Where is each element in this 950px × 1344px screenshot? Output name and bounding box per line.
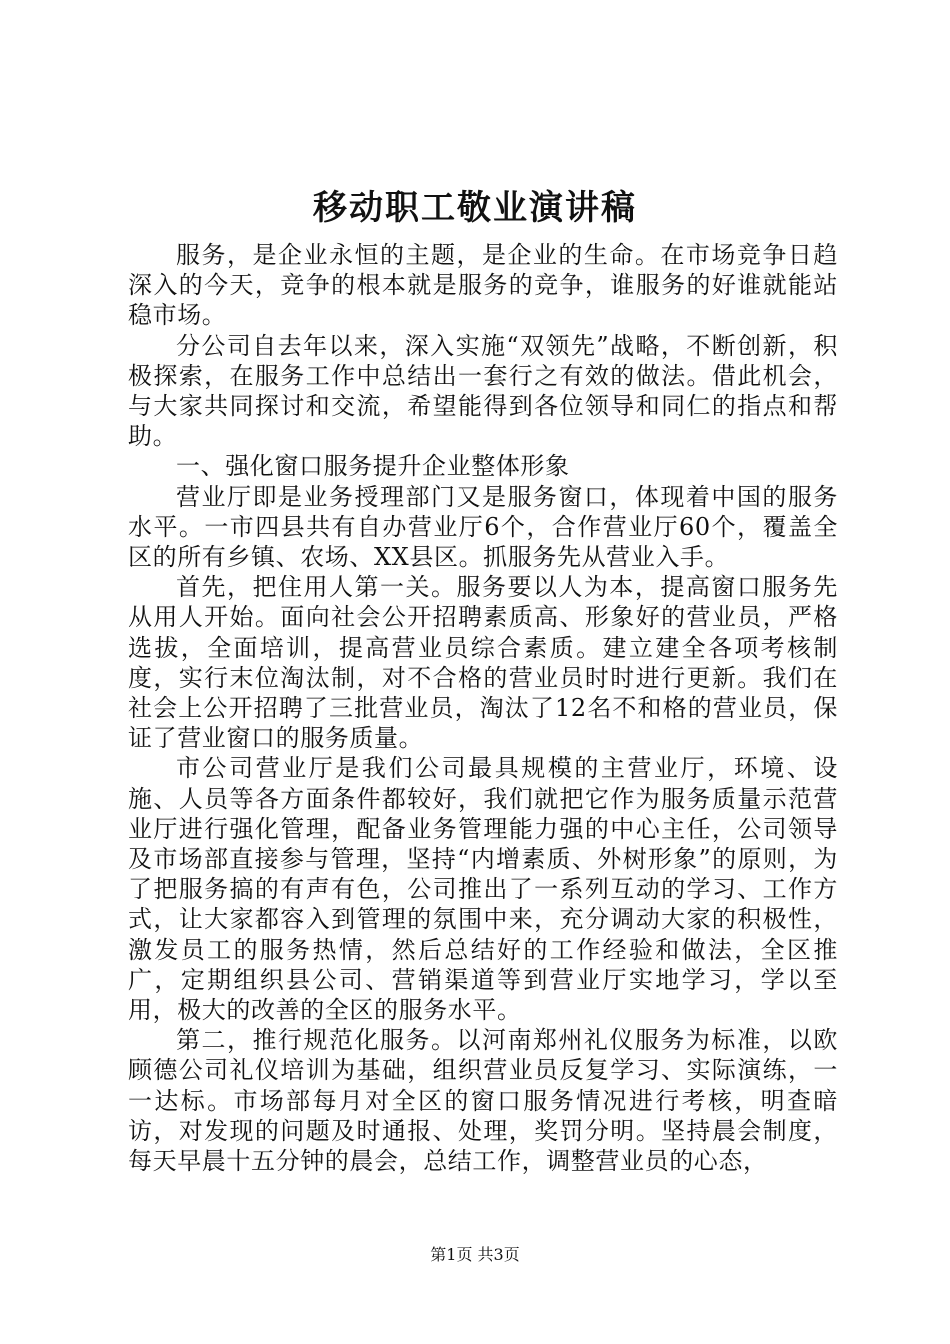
- paragraph-model-hall: 市公司营业厅是我们公司最具规模的主营业厅，环境、设施、人员等各方面条件都较好，我们就把它作为服务质量示范营业厅进行强化管理，配备业务管理能力强的中心主任，公司领导及市场部直接参与管理，坚持“内增素质、外树形象”的原则，为了把服务搞的有声有色，公司推出了一系列互动的学习、工作方式，让大家都容入到管理的氛围中来，充分调动大家的积极性，激发员工的服务热情，然后总结好的工作经验和做法，全区推广，定期组织县公司、营销渠道等到营业厅实地学习，学以至用，极大的改善的全区的服务水平。: [128, 754, 838, 1025]
- paragraph-strategy: 分公司自去年以来，深入实施“双领先”战略，不断创新，积极探索，在服务工作中总结出一套行之有效的做法。借此机会，与大家共同探讨和交流，希望能得到各位领导和同仁的指点和帮助。: [128, 331, 838, 451]
- section-heading: 一、强化窗口服务提升企业整体形象: [176, 452, 570, 481]
- document-body: [128, 240, 838, 1176]
- paragraph-intro: 服务，是企业永恒的主题，是企业的生命。在市场竞争日趋深入的今天，竞争的根本就是服务的竞争，谁服务的好谁就能站稳市场。: [128, 241, 838, 330]
- paragraph-business-hall: 营业厅即是业务授理部门又是服务窗口，体现着中国的服务水平。一市四县共有自办营业厅6个，合作营业厅60个，覆盖全区的所有乡镇、农场、XX县区。抓服务先从营业入手。: [128, 482, 838, 572]
- document-title: 移动职工敬业演讲稿: [313, 188, 637, 228]
- paragraph-hiring: 首先，把住用人第一关。服务要以人为本，提高窗口服务先从用人开始。面向社会公开招聘素质高、形象好的营业员，严格选拔，全面培训，提高营业员综合素质。建立建全各项考核制度，实行末位淘汰制，对不合格的营业员时时进行更新。我们在社会上公开招聘了三批营业员，淘汰了12名不和格的营业员，保证了营业窗口的服务质量。: [128, 573, 838, 753]
- paragraph-standardization: 第二，推行规范化服务。以河南郑州礼仪服务为标准，以欧顾德公司礼仪培训为基础，组织营业员反复学习、实际演练，一一达标。市场部每月对全区的窗口服务情况进行考核，明查暗访，对发现的问题及时通报、处理，奖罚分明。坚持晨会制度，每天早晨十五分钟的晨会，总结工作，调整营业员的心态，: [128, 1026, 838, 1176]
- page-number-footer: 第1页 共3页: [430, 1245, 520, 1264]
